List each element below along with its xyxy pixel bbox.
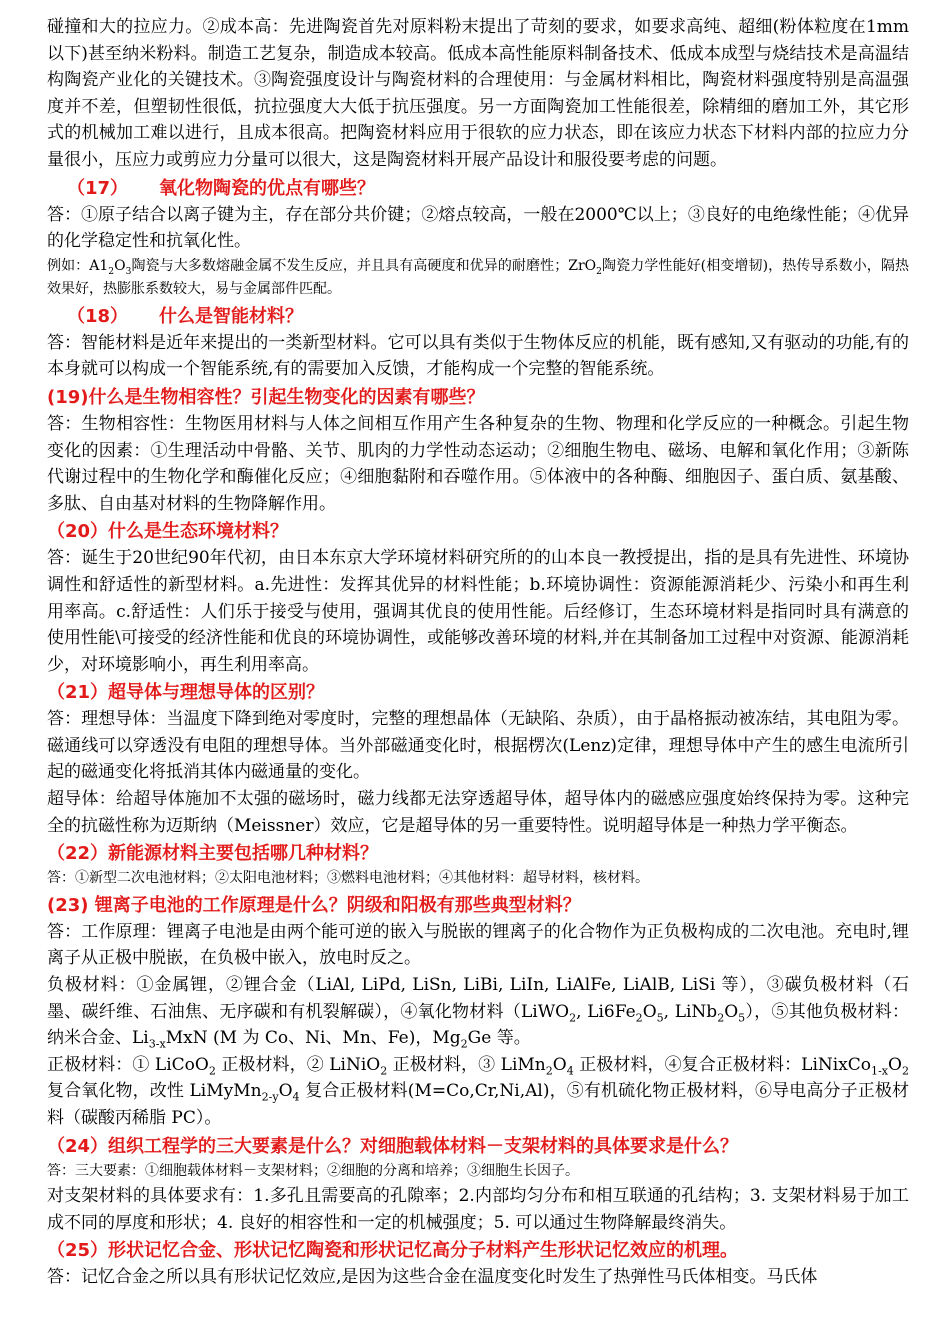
text-run: Ge 等。 xyxy=(467,1028,531,1049)
text-run: O xyxy=(888,1054,902,1075)
answer-q17: 答：①原子结合以离子键为主，存在部分共价键；②熔点较高，一般在2000℃以上；③良好的电绝缘性能；④优异的化学稳定性和抗氧化性。 xyxy=(47,204,909,252)
subscript: 2-y xyxy=(261,1090,279,1104)
subscript: 2 xyxy=(635,1010,643,1024)
text-run: 正极材料，④复合正极材料：LiNixCo xyxy=(573,1054,872,1075)
text-run: , LiNb xyxy=(663,1001,718,1022)
answer-q25: 答：记忆合金之所以具有形状记忆效应,是因为这些合金在温度变化时发生了热弹性马氏体相变。马氏体 xyxy=(47,1267,818,1288)
text-run: O xyxy=(642,1001,657,1022)
heading-q20: （20）什么是生态环境材料？ xyxy=(47,521,289,543)
text-run: 陶瓷力学性能好(相变增韧)，热传导系数小，隔热效果好，热膨胀系数较大，易与金属部件匹配。 xyxy=(47,257,909,298)
subscript: 2 xyxy=(545,1064,553,1078)
subscript: 4 xyxy=(566,1064,574,1078)
answer-q23-cathode xyxy=(47,1052,909,1132)
subscript: 2 xyxy=(208,1064,216,1078)
text-run: O xyxy=(552,1054,567,1075)
subscript: 2 xyxy=(596,266,602,277)
text-run: MxN (M 为 Co、Ni、Mn、Fe)，Mg xyxy=(165,1028,461,1049)
text-run: 正极材料，③ LiMn xyxy=(387,1054,546,1075)
subscript: 2 xyxy=(901,1064,910,1078)
answer-q21-ideal-conductor: 答：理想导体：当温度下降到绝对零度时，完整的理想晶体（无缺陷、杂质），由于晶格振动被冻结，其电阻为零。磁通线可以穿透没有电阻的理想导体。当外部磁通变化时，根据楞次(Lenz)定律，理想导体中产生的感生电流所引起的磁通变化将抵消其体内磁通量的变化。 xyxy=(47,709,909,783)
answer-q20: 答：诞生于20世纪90年代初，由日本东京大学环境材料研究所的的山本良一教授提出，指的是具有先进性、环境协调性和舒适性的新型材料。a.先进性：发挥其优异的材料性能；b.环境协调性：资源能源消耗少、污染小和再生利用率高。c.舒适性：人们乐于接受与使用，强调其优良的使用性能。后经修订，生态环境材料是指同时具有满意的使用性能\可接受的经济性能和优良的环境协调性，或能够改善环境的材料,并在其制备加工过程中对资源、能源消耗少，对环境影响小，再生利用率高。 xyxy=(47,548,909,675)
subscript: 3-x xyxy=(148,1037,166,1051)
text-run: 例如：A1 xyxy=(47,257,109,274)
answer-q24-requirements: 对支架材料的具体要求有：1.多孔且需要高的孔隙率；2.内部均匀分布和相互联通的孔结构；3. 支架材料易于加工成不同的厚度和形状；4. 良好的相容性和一定的机械强度；5. 可以通过生物降解最终消失。 xyxy=(47,1186,909,1233)
subscript: 4 xyxy=(292,1090,300,1104)
paragraph-ceramic-problems: 碰撞和大的拉应力。②成本高：先进陶瓷首先对原料粉末提出了苛刻的要求，如要求高纯、超细(粉体粒度在1mm以下)甚至纳米粉料。制造工艺复杂，制造成本较高。低成本高性能原料制备技术、低成本成型与烧结技术是高温结构陶瓷产业化的关键技术。③陶瓷强度设计与陶瓷材料的合理使用：与金属材料相比，陶瓷材料强度特别是高温强度并不差，但塑韧性很低，抗拉强度大大低于抗压强度。另一方面陶瓷加工性能很差，除精细的磨加工外，其它形式的机械加工难以进行，且成本很高。把陶瓷材料应用于很软的应力状态，即在该应力状态下材料内部的拉应力分量很小，压应力或剪应力分量可以很大，这是陶瓷材料开展产品设计和服役要考虑的问题。 xyxy=(47,17,909,170)
text-run: 陶瓷与大多数熔融金属不发生反应，并且具有高硬度和优异的耐磨性；ZrO xyxy=(131,257,597,274)
subscript: 2 xyxy=(380,1064,388,1078)
text-run: O xyxy=(724,1001,739,1022)
heading-q18 xyxy=(47,303,909,330)
answer-q21-superconductor: 超导体：给超导体施加不太强的磁场时，磁力线都无法穿透超导体，超导体内的磁感应强度始终保持为零。这种完全的抗磁性称为迈斯纳（Meissner）效应，它是超导体的另一重要特性。说明超导体是一种热力学平衡态。 xyxy=(47,789,909,836)
text-run: , Li6Fe xyxy=(576,1001,636,1022)
text-run: 复合氧化物，改性 LiMyMn xyxy=(47,1081,262,1102)
heading-q17 xyxy=(47,175,909,202)
subscript: 2 xyxy=(569,1010,577,1024)
answer-q24-elements: 答：三大要素：①细胞载体材料－支架材料；②细胞的分离和培养；③细胞生长因子。 xyxy=(47,1162,579,1179)
subscript: 5 xyxy=(738,1010,746,1024)
subscript: 1-x xyxy=(871,1064,889,1078)
example-q17 xyxy=(47,255,909,302)
text-run: 正极材料：① LiCoO xyxy=(47,1054,209,1075)
text-run: 负极材料：①金属锂，②锂合金（LiAl, LiPd, LiSn, LiBi, LiIn, LiAlFe, LiAlB, LiSi 等），③碳负极材料（石墨、碳纤维、石油焦、无序碳和有机裂解碳），④氧化物材料（LiWO xyxy=(47,974,909,1022)
text-run: ），⑤其他负极材料：纳米合金、Li xyxy=(47,1001,910,1049)
heading-number: （18） xyxy=(67,305,129,327)
text-run: 正极材料，② LiNiO xyxy=(215,1054,381,1075)
answer-q22: 答：①新型二次电池材料；②太阳电池材料；③燃料电池材料；④其他材料：超导材料，核材料。 xyxy=(47,870,649,887)
heading-q19: (19)什么是生物相容性？引起生物变化的因素有哪些？ xyxy=(47,386,485,408)
heading-title: 什么是智能材料？ xyxy=(159,305,303,327)
answer-q19: 答：生物相容性：生物医用材料与人体之间相互作用产生各种复杂的生物、物理和化学反应的一种概念。引起生物变化的因素：①生理活动中骨骼、关节、肌肉的力学性动态运动；②细胞生物电、磁场、电解和氧化作用；③新陈代谢过程中的生物化学和酶催化反应；④细胞黏附和吞噬作用。⑤体液中的各种酶、细胞因子、蛋白质、氨基酸、多肽、自由基对材料的生物降解作用。 xyxy=(47,413,909,514)
heading-q22: （22）新能源材料主要包括哪几种材料？ xyxy=(47,843,379,865)
subscript: 2 xyxy=(108,266,115,277)
answer-q23-principle: 答：工作原理：锂离子电池是由两个能可逆的嵌入与脱嵌的锂离子的化合物作为正负极构成的二次电池。充电时,锂离子从正极中脱嵌，在负极中嵌入，放电时反之。 xyxy=(47,921,909,969)
text-run: O xyxy=(278,1081,293,1102)
subscript: 5 xyxy=(656,1010,664,1024)
text-run: O xyxy=(114,257,126,274)
heading-q23: (23) 锂离子电池的工作原理是什么？阴级和阳极有那些典型材料？ xyxy=(47,894,581,916)
text-run: 复合正极材料(M=Co,Cr,Ni,Al)，⑤有机硫化物正极材料，⑥导电高分子正极材料（碳酸丙稀脂 PC）。 xyxy=(47,1081,909,1128)
answer-q23-anode xyxy=(47,972,909,1052)
subscript: 3 xyxy=(125,266,132,277)
subscript: 2 xyxy=(460,1037,468,1051)
document-page xyxy=(47,14,909,1291)
heading-number: （17） xyxy=(67,177,129,199)
answer-q18: 答：智能材料是近年来提出的一类新型材料。它可以具有类似于生物体反应的机能，既有感知,又有驱动的功能,有的本身就可以构成一个智能系统,有的需要加入反馈，才能构成一个完整的智能系统。 xyxy=(47,332,909,380)
heading-q24: （24）组织工程学的三大要素是什么？对细胞载体材料－支架材料的具体要求是什么？ xyxy=(47,1135,739,1157)
heading-q21: （21）超导体与理想导体的区别？ xyxy=(47,682,325,704)
heading-q25: （25）形状记忆合金、形状记忆陶瓷和形状记忆高分子材料产生形状记忆效应的机理。 xyxy=(47,1240,739,1262)
heading-title: 氧化物陶瓷的优点有哪些？ xyxy=(159,177,375,199)
subscript: 2 xyxy=(717,1010,725,1024)
